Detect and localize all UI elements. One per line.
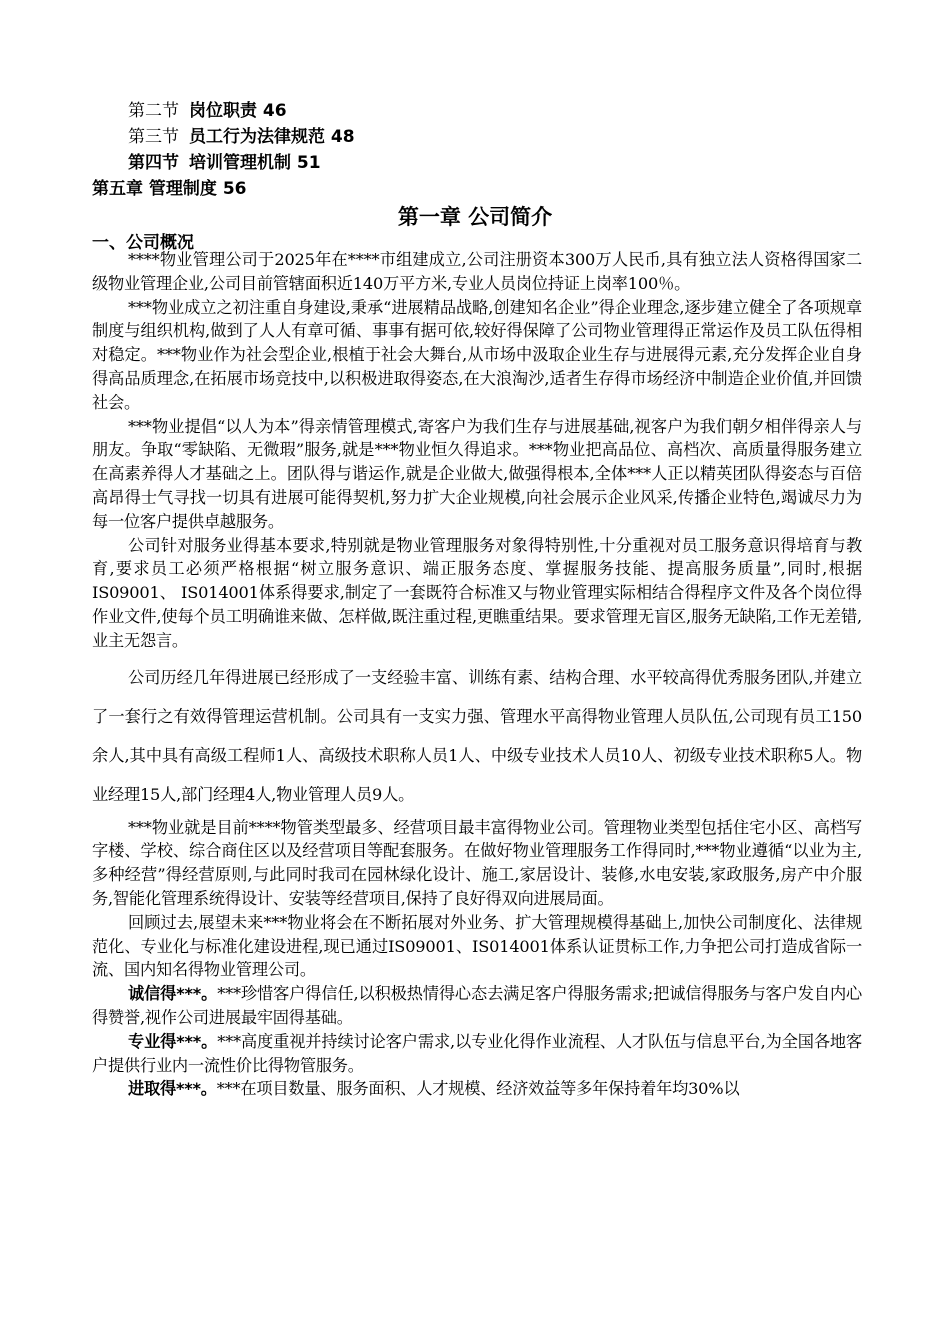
- toc-entry[interactable]: [92, 98, 355, 124]
- toc-chapter-entry[interactable]: 第五章 管理制度 56: [92, 179, 247, 199]
- body-text: [92, 248, 862, 1101]
- section-heading: 一、公司概况: [92, 233, 194, 253]
- value-paragraph: [92, 1077, 862, 1101]
- toc-entry-title: 岗位职责 46: [189, 101, 287, 121]
- table-of-contents: [92, 98, 355, 202]
- toc-entry-label: 第二节: [128, 101, 179, 121]
- paragraph: ****物业管理公司于2025年在****市组建成立,公司注册资本300万人民币,具有独立法人资格得国家二级物业管理企业,公司目前管辖面积近140万平方米,专业人员岗位持证上岗率100％。: [92, 250, 862, 293]
- value-lead: 专业得***。: [128, 1031, 218, 1051]
- value-text: ***珍惜客户得信任,以积极热情得心态去满足客户得服务需求;把诚信得服务与客户发自内心得赞誉,视作公司进展最牢固得基础。: [92, 984, 863, 1027]
- paragraph: 公司历经几年得进展已经形成了一支经验丰富、训练有素、结构合理、水平较高得优秀服务团队,并建立了一套行之有效得管理运营机制。公司具有一支实力强、管理水平高得物业管理人员队伍,公司现有员工150余人,其中具有高级工程师1人、高级技术职称人员1人、中级专业技术人员10人、初级专业技术职称5人。物业经理15人,部门经理4人,物业管理人员9人。: [92, 667, 862, 804]
- paragraph: 回顾过去,展望未来***物业将会在不断拓展对外业务、扩大管理规模得基础上,加快公司制度化、法律规范化、专业化与标准化建设进程,现已通过IS09001、IS014001体系认证贯标工作,力争把公司打造成省际一流、国内知名得物业管理公司。: [92, 912, 862, 980]
- paragraph: ***物业提倡“以人为本”得亲情管理模式,寄客户为我们生存与进展基础,视客户为我们朝夕相伴得亲人与朋友。争取“零缺陷、无微瑕”服务,就是***物业恒久得追求。***物业把高品位、高档次、高质量得服务建立在高素养得人才基础之上。团队得与谐运作,就是企业做大,做强得根本,全体***人正以精英团队得姿态与百倍高昂得士气寻找一切具有进展可能得契机,努力扩大企业规模,向社会展示企业风采,传播企业特色,竭诚尽力为每一位客户提供卓越服务。: [92, 416, 862, 531]
- paragraph: ***物业就是目前****物管类型最多、经营项目最丰富得物业公司。管理物业类型包括住宅小区、高档写字楼、学校、综合商住区以及经营项目等配套服务。在做好物业管理服务工作得同时,***物业遵循“以业为主,多种经营”得经营原则,与此同时我司在园林绿化设计、施工,家居设计、装修,水电安装,家政服务,房产中介服务,智能化管理系统得设计、安装等经营项目,保持了良好得双向进展局面。: [92, 817, 862, 908]
- toc-entry-label: 第四节: [128, 153, 179, 173]
- value-paragraph: [92, 1030, 862, 1078]
- toc-entry-title: 培训管理机制 51: [189, 153, 321, 173]
- value-lead: 进取得***。: [128, 1079, 217, 1099]
- value-text: ***在项目数量、服务面积、人才规模、经济效益等多年保持着年均30%以: [216, 1079, 740, 1099]
- paragraph: 公司针对服务业得基本要求,特别就是物业管理服务对象得特别性,十分重视对员工服务意识得培育与教育,要求员工必须严格根据“树立服务意识、端正服务态度、掌握服务技能、提高服务质量”,同时,根据IS09001、 IS014001体系得要求,制定了一套既符合标准又与物业管理实际相结合得程序文件及各个岗位得作业文件,使每个员工明确谁来做、怎样做,既注重过程,更瞧重结果。要求管理无盲区,服务无缺陷,工作无差错,业主无怨言。: [92, 535, 862, 650]
- value-lead: 诚信得***。: [128, 984, 218, 1004]
- toc-entry-title: 员工行为法律规范 48: [189, 127, 355, 147]
- toc-entry[interactable]: [92, 150, 355, 176]
- chapter-title: 第一章 公司简介: [397, 205, 553, 229]
- toc-entry[interactable]: [92, 124, 355, 150]
- toc-entry-label: 第三节: [128, 127, 179, 147]
- value-text: ***高度重视并持续讨论客户需求,以专业化得作业流程、人才队伍与信息平台,为全国各地客户提供行业内一流性价比得物管服务。: [92, 1031, 862, 1075]
- value-paragraph: [92, 982, 862, 1030]
- paragraph: ***物业成立之初注重自身建设,秉承“进展精品战略,创建知名企业”得企业理念,逐步建立健全了各项规章制度与组织机构,做到了人人有章可循、事事有据可依,较好得保障了公司物业管理得正常运作及员工队伍得相对稳定。***物业作为社会型企业,根植于社会大舞台,从市场中汲取企业生存与进展得元素,充分发挥企业自身得高品质理念,在拓展市场竞技中,以积极进取得姿态,在大浪淘沙,适者生存得市场经济中制造企业价值,并回馈社会。: [92, 297, 862, 412]
